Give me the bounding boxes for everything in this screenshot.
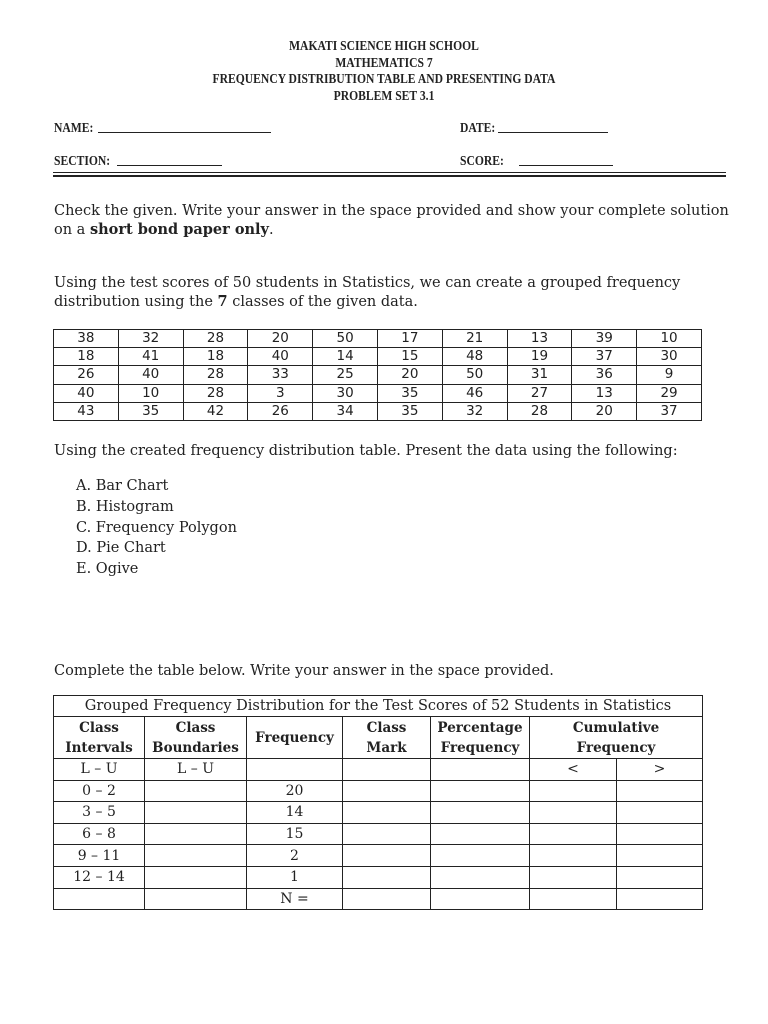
score-cell: 50 bbox=[442, 366, 507, 384]
name-blank-line bbox=[98, 132, 271, 133]
answer-cell bbox=[145, 802, 247, 824]
score-cell: 28 bbox=[183, 384, 248, 402]
class-interval-cell: 6 – 8 bbox=[54, 823, 145, 845]
table-row bbox=[54, 348, 702, 366]
class-interval-cell: 9 – 11 bbox=[54, 845, 145, 867]
total-label-cell: N = bbox=[247, 888, 343, 910]
score-cell: 9 bbox=[637, 366, 702, 384]
date-label: DATE: bbox=[460, 120, 496, 135]
answer-cell bbox=[617, 845, 703, 867]
intro-instructions bbox=[54, 202, 734, 239]
answer-cell bbox=[343, 845, 431, 867]
greater-than-header: > bbox=[617, 759, 703, 781]
score-cell: 35 bbox=[377, 402, 442, 420]
answer-cell bbox=[530, 866, 617, 888]
score-cell: 20 bbox=[377, 366, 442, 384]
answer-cell bbox=[431, 780, 530, 802]
score-cell: 34 bbox=[313, 402, 378, 420]
answer-cell bbox=[431, 866, 530, 888]
score-cell: 15 bbox=[377, 348, 442, 366]
table-row bbox=[54, 330, 702, 348]
table-row bbox=[54, 780, 703, 802]
answer-cell bbox=[343, 802, 431, 824]
header-class-mark: Class Mark bbox=[343, 717, 431, 759]
score-label: SCORE: bbox=[460, 153, 504, 168]
answer-cell bbox=[617, 823, 703, 845]
table-row bbox=[54, 366, 702, 384]
answer-cell bbox=[145, 888, 247, 910]
score-cell: 3 bbox=[248, 384, 313, 402]
frequency-cell: 1 bbox=[247, 866, 343, 888]
complete-instructions: Complete the table below. Write your answer in the space provided. bbox=[54, 663, 554, 679]
present-instructions: Using the created frequency distribution table. Present the data using the following: bbox=[54, 443, 678, 459]
score-cell: 46 bbox=[442, 384, 507, 402]
score-field bbox=[460, 153, 613, 169]
test-scores-table bbox=[53, 329, 702, 421]
answer-cell bbox=[343, 823, 431, 845]
score-cell: 27 bbox=[507, 384, 572, 402]
using-text: Using the test scores of 50 students in Statistics, we can create a grouped frequency distribution using the bbox=[54, 275, 681, 310]
score-cell: 18 bbox=[183, 348, 248, 366]
answer-cell bbox=[431, 845, 530, 867]
score-cell: 20 bbox=[572, 402, 637, 420]
header-percentage-frequency: Percentage Frequency bbox=[431, 717, 530, 759]
score-cell: 30 bbox=[637, 348, 702, 366]
answer-cell bbox=[343, 780, 431, 802]
table-title: Grouped Frequency Distribution for the Test Scores of 52 Students in Statistics bbox=[54, 696, 703, 717]
answer-cell bbox=[145, 780, 247, 802]
problem-set-title: PROBLEM SET 3.1 bbox=[333, 87, 435, 103]
subject-name: MATHEMATICS 7 bbox=[335, 54, 433, 70]
less-than-header: < bbox=[530, 759, 617, 781]
score-cell: 30 bbox=[313, 384, 378, 402]
answer-cell bbox=[54, 888, 145, 910]
name-label: NAME: bbox=[54, 120, 94, 135]
score-cell: 25 bbox=[313, 366, 378, 384]
header-frequency: Frequency bbox=[247, 717, 343, 759]
score-cell: 48 bbox=[442, 348, 507, 366]
school-name: MAKATI SCIENCE HIGH SCHOOL bbox=[289, 38, 479, 53]
table-row bbox=[54, 402, 702, 420]
answer-cell bbox=[145, 866, 247, 888]
score-cell: 13 bbox=[507, 330, 572, 348]
answer-cell bbox=[343, 866, 431, 888]
frequency-cell: 14 bbox=[247, 802, 343, 824]
name-field bbox=[54, 120, 271, 136]
answer-cell bbox=[247, 759, 343, 781]
answer-cell bbox=[431, 823, 530, 845]
score-cell: 14 bbox=[313, 348, 378, 366]
date-blank-line bbox=[498, 132, 608, 133]
score-cell: 10 bbox=[118, 384, 183, 402]
section-label: SECTION: bbox=[54, 153, 111, 168]
header-class-boundaries: Class Boundaries bbox=[145, 717, 247, 759]
score-cell: 21 bbox=[442, 330, 507, 348]
answer-cell bbox=[617, 780, 703, 802]
score-cell: 39 bbox=[572, 330, 637, 348]
using-instructions bbox=[54, 274, 734, 311]
score-cell: 19 bbox=[507, 348, 572, 366]
score-cell: 40 bbox=[54, 384, 119, 402]
answer-cell bbox=[431, 802, 530, 824]
score-cell: 26 bbox=[54, 366, 119, 384]
using-text-end: classes of the given data. bbox=[227, 293, 418, 310]
score-cell: 35 bbox=[377, 384, 442, 402]
intro-text: Check the given. Write your answer in the space provided and show your complete solution on a bbox=[54, 203, 729, 238]
list-item: D. Pie Chart bbox=[76, 540, 166, 557]
score-cell: 50 bbox=[313, 330, 378, 348]
score-cell: 38 bbox=[54, 330, 119, 348]
intro-end-text: . bbox=[268, 221, 274, 238]
answer-cell bbox=[617, 888, 703, 910]
score-cell: 40 bbox=[118, 366, 183, 384]
score-cell: 17 bbox=[377, 330, 442, 348]
list-item: C. Frequency Polygon bbox=[76, 519, 237, 536]
frequency-cell: 2 bbox=[247, 845, 343, 867]
answer-cell bbox=[145, 845, 247, 867]
score-cell: 29 bbox=[637, 384, 702, 402]
table-row bbox=[54, 845, 703, 867]
header-cumulative-frequency: Cumulative Frequency bbox=[530, 717, 703, 759]
table-header-row bbox=[54, 717, 703, 759]
score-cell: 26 bbox=[248, 402, 313, 420]
class-interval-cell: 12 – 14 bbox=[54, 866, 145, 888]
answer-cell bbox=[431, 759, 530, 781]
list-item: B. Histogram bbox=[76, 498, 174, 515]
score-cell: 32 bbox=[118, 330, 183, 348]
chart-options-list bbox=[76, 476, 237, 580]
boundary-notation: L – U bbox=[145, 759, 247, 781]
score-cell: 18 bbox=[54, 348, 119, 366]
table-row bbox=[54, 384, 702, 402]
score-cell: 13 bbox=[572, 384, 637, 402]
score-cell: 28 bbox=[507, 402, 572, 420]
table-total-row bbox=[54, 888, 703, 910]
header-divider-thick bbox=[53, 175, 726, 177]
score-cell: 41 bbox=[118, 348, 183, 366]
header-class-intervals: Class Intervals bbox=[54, 717, 145, 759]
answer-cell bbox=[617, 802, 703, 824]
answer-cell bbox=[530, 845, 617, 867]
list-item: A. Bar Chart bbox=[76, 478, 169, 494]
class-interval-cell: 0 – 2 bbox=[54, 780, 145, 802]
using-bold-text: 7 bbox=[217, 292, 228, 310]
score-cell: 28 bbox=[183, 366, 248, 384]
score-cell: 36 bbox=[572, 366, 637, 384]
answer-cell bbox=[431, 888, 530, 910]
table-subheader-row bbox=[54, 759, 703, 781]
score-cell: 28 bbox=[183, 330, 248, 348]
table-row bbox=[54, 823, 703, 845]
worksheet-header bbox=[54, 38, 714, 104]
answer-cell bbox=[145, 823, 247, 845]
score-blank-line bbox=[519, 165, 613, 166]
answer-cell bbox=[530, 888, 617, 910]
interval-notation: L – U bbox=[54, 759, 145, 781]
topic-title: FREQUENCY DISTRIBUTION TABLE AND PRESENTING DATA bbox=[212, 71, 556, 86]
frequency-distribution-table bbox=[53, 695, 703, 910]
score-cell: 37 bbox=[572, 348, 637, 366]
class-interval-cell: 3 – 5 bbox=[54, 802, 145, 824]
score-cell: 10 bbox=[637, 330, 702, 348]
frequency-cell: 20 bbox=[247, 780, 343, 802]
answer-cell bbox=[617, 866, 703, 888]
answer-cell bbox=[530, 823, 617, 845]
score-cell: 31 bbox=[507, 366, 572, 384]
answer-cell bbox=[530, 780, 617, 802]
score-cell: 40 bbox=[248, 348, 313, 366]
score-cell: 20 bbox=[248, 330, 313, 348]
score-cell: 37 bbox=[637, 402, 702, 420]
date-field bbox=[460, 120, 608, 136]
score-cell: 43 bbox=[54, 402, 119, 420]
intro-bold-text: short bond paper only bbox=[89, 220, 269, 238]
frequency-cell: 15 bbox=[247, 823, 343, 845]
table-row bbox=[54, 866, 703, 888]
list-item: E. Ogive bbox=[76, 561, 139, 578]
answer-cell bbox=[343, 759, 431, 781]
score-cell: 42 bbox=[183, 402, 248, 420]
score-cell: 33 bbox=[248, 366, 313, 384]
header-divider-thin bbox=[53, 172, 726, 173]
section-blank-line bbox=[117, 165, 222, 166]
answer-cell bbox=[343, 888, 431, 910]
score-cell: 35 bbox=[118, 402, 183, 420]
answer-cell bbox=[530, 802, 617, 824]
score-cell: 32 bbox=[442, 402, 507, 420]
table-row bbox=[54, 802, 703, 824]
section-field bbox=[54, 153, 222, 169]
